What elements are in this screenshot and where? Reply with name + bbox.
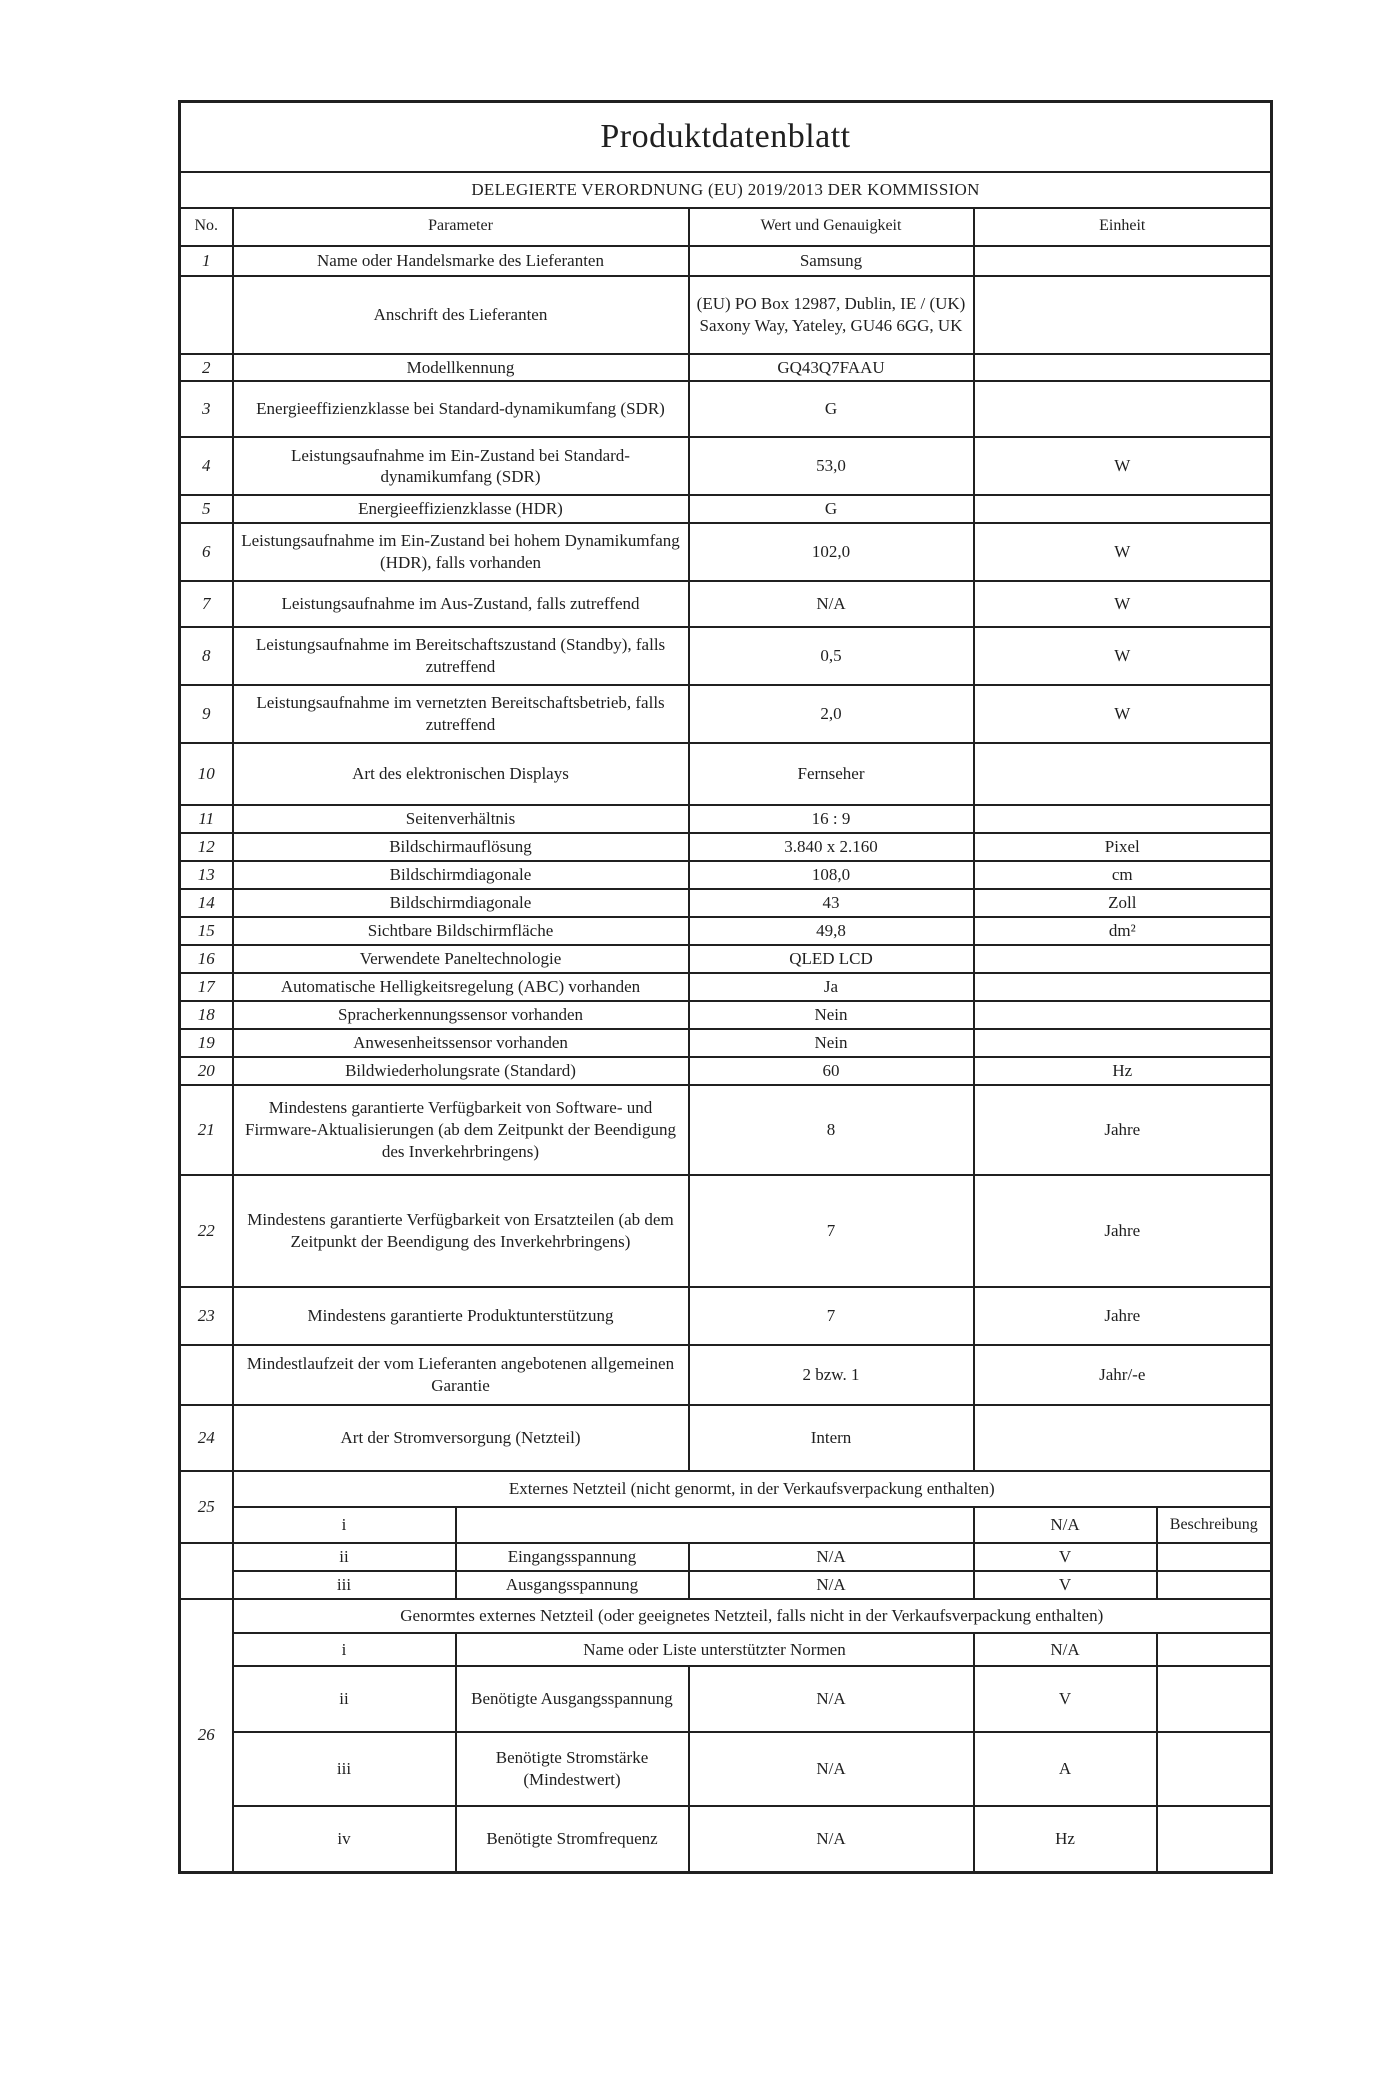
unit-cell: W <box>974 685 1272 743</box>
unit-cell <box>974 354 1272 382</box>
parameter-label: Energieeffizienzklasse bei Standard-dynamikumfang (SDR) <box>233 381 689 437</box>
parameter-label: Modellkennung <box>233 354 689 382</box>
sub-row-number: ii <box>233 1666 456 1732</box>
parameter-label: Art des elektronischen Displays <box>233 743 689 805</box>
unit-cell: Jahre <box>974 1175 1272 1287</box>
row-number: 24 <box>180 1405 233 1471</box>
parameter-label: Automatische Helligkeitsregelung (ABC) vorhanden <box>233 973 689 1001</box>
unit-cell: cm <box>974 861 1272 889</box>
table-row <box>180 1471 1272 1507</box>
unit-cell <box>974 246 1272 276</box>
parameter-label: Anwesenheitssensor vorhanden <box>233 1029 689 1057</box>
value-cell: 3.840 x 2.160 <box>689 833 974 861</box>
table-row <box>180 917 1272 945</box>
value-cell: N/A <box>689 1571 974 1599</box>
table-row <box>180 1287 1272 1345</box>
table-row <box>180 833 1272 861</box>
value-cell: N/A <box>689 1806 974 1872</box>
row-number: 9 <box>180 685 233 743</box>
value-cell: 7 <box>689 1175 974 1287</box>
row-number: 18 <box>180 1001 233 1029</box>
parameter-label: Mindestens garantierte Verfügbarkeit von Software- und Firmware-Aktualisierungen (ab dem Zeitpunkt der Beendigung des Inverkehrbringens) <box>233 1085 689 1175</box>
unit-cell <box>974 805 1272 833</box>
parameter-label: Ausgangsspannung <box>456 1571 689 1599</box>
value-cell: N/A <box>689 1732 974 1806</box>
unit-cell: V <box>974 1666 1157 1732</box>
value-cell: Ja <box>689 973 974 1001</box>
table-row <box>180 805 1272 833</box>
value-cell: 108,0 <box>689 861 974 889</box>
unit-cell: Zoll <box>974 889 1272 917</box>
parameter-label: Leistungsaufnahme im Ein-Zustand bei hohem Dynamikumfang (HDR), falls vorhanden <box>233 523 689 581</box>
table-row <box>180 523 1272 581</box>
parameter-label: Leistungsaufnahme im Ein-Zustand bei Standard-dynamikumfang (SDR) <box>233 437 689 495</box>
parameter-label: Leistungsaufnahme im vernetzten Bereitschaftsbetrieb, falls zutreffend <box>233 685 689 743</box>
table-row <box>180 1666 1272 1732</box>
value-cell: 0,5 <box>689 627 974 685</box>
beschreibung-cell <box>1157 1732 1272 1806</box>
value-cell: Intern <box>689 1405 974 1471</box>
sub-row-number: ii <box>233 1543 456 1571</box>
parameter-label: Name oder Liste unterstützter Normen <box>456 1633 974 1666</box>
unit-cell <box>974 973 1272 1001</box>
table-row <box>180 1633 1272 1666</box>
parameter-label: Verwendete Paneltechnologie <box>233 945 689 973</box>
table-row <box>180 1806 1272 1872</box>
parameter-label: Sichtbare Bildschirmfläche <box>233 917 689 945</box>
unit-cell: W <box>974 437 1272 495</box>
unit-cell: Pixel <box>974 833 1272 861</box>
beschreibung-cell <box>1157 1571 1272 1599</box>
value-cell: Samsung <box>689 246 974 276</box>
row-number <box>180 1345 233 1405</box>
unit-cell: Jahre <box>974 1287 1272 1345</box>
unit-cell: A <box>974 1732 1157 1806</box>
parameter-label <box>456 1507 974 1543</box>
row-number: 26 <box>180 1599 233 1872</box>
parameter-label: Bildschirmdiagonale <box>233 889 689 917</box>
value-cell: 7 <box>689 1287 974 1345</box>
value-cell: Nein <box>689 1001 974 1029</box>
row-number: 25 <box>180 1471 233 1543</box>
unit-cell <box>974 1001 1272 1029</box>
parameter-label: Name oder Handelsmarke des Lieferanten <box>233 246 689 276</box>
beschreibung-cell <box>1157 1543 1272 1571</box>
parameter-label: Benötigte Ausgangsspannung <box>456 1666 689 1732</box>
value-cell: 8 <box>689 1085 974 1175</box>
row-number: 11 <box>180 805 233 833</box>
value-cell: 43 <box>689 889 974 917</box>
value-cell: 2,0 <box>689 685 974 743</box>
table-row <box>180 495 1272 523</box>
table-row <box>180 1057 1272 1085</box>
table-row <box>180 685 1272 743</box>
value-cell: 2 bzw. 1 <box>689 1345 974 1405</box>
column-header-unit: Einheit <box>974 208 1272 246</box>
parameter-label: Seitenverhältnis <box>233 805 689 833</box>
parameter-label: Mindestlaufzeit der vom Lieferanten angebotenen allgemeinen Garantie <box>233 1345 689 1405</box>
row-number: 14 <box>180 889 233 917</box>
sub-row-number: i <box>233 1633 456 1666</box>
table-row <box>180 437 1272 495</box>
table-row <box>180 1543 1272 1571</box>
row-number: 8 <box>180 627 233 685</box>
value-cell: GQ43Q7FAAU <box>689 354 974 382</box>
unit-cell <box>974 1405 1272 1471</box>
beschreibung-cell <box>1157 1806 1272 1872</box>
value-cell: N/A <box>974 1633 1157 1666</box>
parameter-label: Anschrift des Lieferanten <box>233 276 689 354</box>
row-number: 15 <box>180 917 233 945</box>
value-cell: Nein <box>689 1029 974 1057</box>
parameter-label: Leistungsaufnahme im Aus-Zustand, falls zutreffend <box>233 581 689 627</box>
table-row <box>180 1507 1272 1543</box>
parameter-label: Art der Stromversorgung (Netzteil) <box>233 1405 689 1471</box>
unit-cell <box>974 495 1272 523</box>
row-number: 17 <box>180 973 233 1001</box>
beschreibung-cell <box>1157 1666 1272 1732</box>
table-row <box>180 973 1272 1001</box>
parameter-label: Bildschirmauflösung <box>233 833 689 861</box>
row-number: 7 <box>180 581 233 627</box>
table-row <box>180 1029 1272 1057</box>
row-number: 3 <box>180 381 233 437</box>
sub-row-number: iv <box>233 1806 456 1872</box>
row-number: 2 <box>180 354 233 382</box>
parameter-label: Eingangsspannung <box>456 1543 689 1571</box>
unit-cell: V <box>974 1571 1157 1599</box>
unit-cell: Hz <box>974 1057 1272 1085</box>
parameter-label: Benötigte Stromstärke (Mindestwert) <box>456 1732 689 1806</box>
parameter-label: Bildwiederholungsrate (Standard) <box>233 1057 689 1085</box>
parameter-label: Mindestens garantierte Verfügbarkeit von Ersatzteilen (ab dem Zeitpunkt der Beendigung des Inverkehrbringens) <box>233 1175 689 1287</box>
row-number: 16 <box>180 945 233 973</box>
table-row <box>180 1345 1272 1405</box>
value-cell: N/A <box>689 581 974 627</box>
sub-row-number: iii <box>233 1732 456 1806</box>
parameter-label: Leistungsaufnahme im Bereitschaftszustand (Standby), falls zutreffend <box>233 627 689 685</box>
table-row <box>180 1571 1272 1599</box>
value-cell: N/A <box>689 1666 974 1732</box>
value-cell: 53,0 <box>689 437 974 495</box>
parameter-label: Spracherkennungssensor vorhanden <box>233 1001 689 1029</box>
unit-cell <box>974 743 1272 805</box>
parameter-label: Benötigte Stromfrequenz <box>456 1806 689 1872</box>
beschreibung-cell <box>1157 1633 1272 1666</box>
page-title: Produktdatenblatt <box>180 102 1272 172</box>
value-cell: 16 : 9 <box>689 805 974 833</box>
value-cell: N/A <box>689 1543 974 1571</box>
table-row <box>180 1405 1272 1471</box>
unit-cell: Hz <box>974 1806 1157 1872</box>
table-row <box>180 627 1272 685</box>
column-header-value: Wert und Genauigkeit <box>689 208 974 246</box>
beschreibung-cell: Beschreibung <box>1157 1507 1272 1543</box>
value-cell: (EU) PO Box 12987, Dublin, IE / (UK) Saxony Way, Yateley, GU46 6GG, UK <box>689 276 974 354</box>
row-number: 22 <box>180 1175 233 1287</box>
value-cell: 102,0 <box>689 523 974 581</box>
table-row <box>180 276 1272 354</box>
parameter-label: Mindestens garantierte Produktunterstützung <box>233 1287 689 1345</box>
unit-cell: W <box>974 627 1272 685</box>
table-row <box>180 743 1272 805</box>
table-row <box>180 1599 1272 1633</box>
table-row <box>180 581 1272 627</box>
table-row <box>180 1175 1272 1287</box>
row-number: 20 <box>180 1057 233 1085</box>
value-cell: 60 <box>689 1057 974 1085</box>
sub-row-number: i <box>233 1507 456 1543</box>
unit-cell: W <box>974 523 1272 581</box>
row-number: 4 <box>180 437 233 495</box>
row-number: 1 <box>180 246 233 276</box>
column-header-parameter: Parameter <box>233 208 689 246</box>
unit-cell: V <box>974 1543 1157 1571</box>
unit-cell <box>974 276 1272 354</box>
unit-cell <box>974 945 1272 973</box>
table-row <box>180 889 1272 917</box>
unit-cell: N/A <box>974 1507 1157 1543</box>
parameter-label: Energieeffizienzklasse (HDR) <box>233 495 689 523</box>
unit-cell: W <box>974 581 1272 627</box>
unit-cell: dm² <box>974 917 1272 945</box>
parameter-label: Bildschirmdiagonale <box>233 861 689 889</box>
row-number: 12 <box>180 833 233 861</box>
row-number <box>180 276 233 354</box>
product-datasheet-table <box>178 100 1273 1874</box>
unit-cell: Jahre <box>974 1085 1272 1175</box>
table-row <box>180 1085 1272 1175</box>
table-row <box>180 246 1272 276</box>
column-header-no: No. <box>180 208 233 246</box>
value-cell: G <box>689 381 974 437</box>
row-number <box>180 1543 233 1599</box>
row-number: 23 <box>180 1287 233 1345</box>
value-cell: G <box>689 495 974 523</box>
section-header-standard-psu: Genormtes externes Netzteil (oder geeignetes Netzteil, falls nicht in der Verkaufsverpackung enthalten) <box>233 1599 1272 1633</box>
row-number: 19 <box>180 1029 233 1057</box>
unit-cell <box>974 1029 1272 1057</box>
table-row <box>180 1732 1272 1806</box>
row-number: 21 <box>180 1085 233 1175</box>
table-row <box>180 945 1272 973</box>
unit-cell: Jahr/-e <box>974 1345 1272 1405</box>
table-row <box>180 354 1272 382</box>
row-number: 13 <box>180 861 233 889</box>
table-row <box>180 381 1272 437</box>
value-cell: 49,8 <box>689 917 974 945</box>
row-number: 10 <box>180 743 233 805</box>
sub-row-number: iii <box>233 1571 456 1599</box>
regulation-subtitle: DELEGIERTE VERORDNUNG (EU) 2019/2013 DER KOMMISSION <box>180 172 1272 208</box>
section-header-external-psu: Externes Netzteil (nicht genormt, in der Verkaufsverpackung enthalten) <box>233 1471 1272 1507</box>
table-row <box>180 1001 1272 1029</box>
row-number: 6 <box>180 523 233 581</box>
value-cell: Fernseher <box>689 743 974 805</box>
table-row <box>180 861 1272 889</box>
unit-cell <box>974 381 1272 437</box>
row-number: 5 <box>180 495 233 523</box>
value-cell: QLED LCD <box>689 945 974 973</box>
